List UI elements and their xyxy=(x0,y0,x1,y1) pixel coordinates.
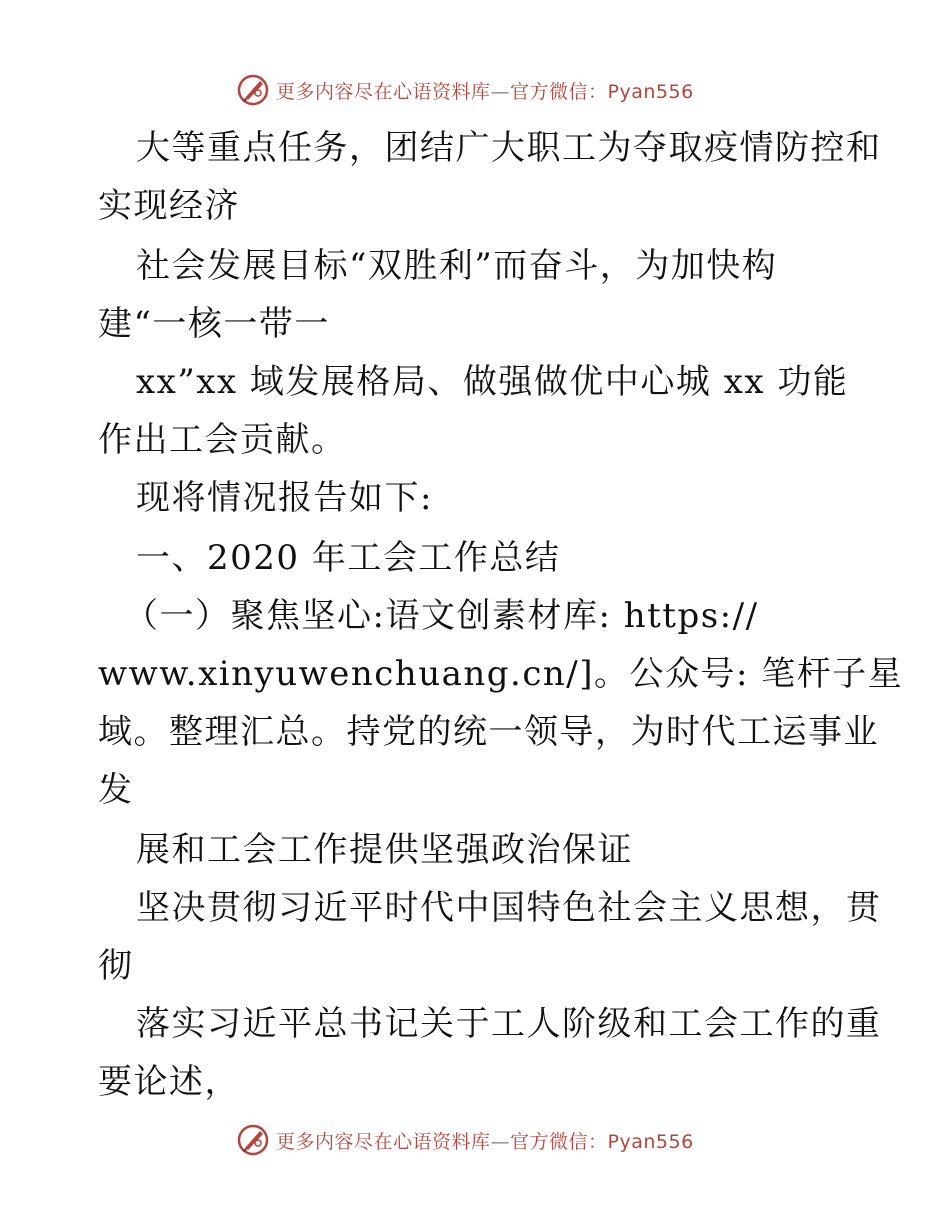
text-line: 展和工会工作提供坚强政治保证 xyxy=(136,830,633,870)
watermark-contact-id: Pyan556 xyxy=(607,1130,694,1153)
watermark-contact-id: Pyan556 xyxy=(607,80,694,103)
text-line: 建“一核一带一 xyxy=(98,304,330,344)
quill-logo-icon xyxy=(236,1123,270,1157)
watermark-separator: — xyxy=(490,80,511,103)
watermark-separator: — xyxy=(490,1130,511,1153)
text-line: 作出工会贡献。 xyxy=(98,420,347,460)
text-line: 要论述， xyxy=(98,1062,240,1102)
watermark-brand-text: 更多内容尽在心语资料库 xyxy=(276,1130,491,1153)
header-watermark xyxy=(236,72,694,108)
watermark-contact-label: 官方微信： xyxy=(510,80,608,103)
subsection-heading: （一）聚焦坚心:语文创素材库: https:// xyxy=(124,596,759,636)
text-line: 实现经济 xyxy=(98,186,240,226)
text-line: xx”xx 域发展格局、做强做优中心城 xx 功能 xyxy=(136,362,849,402)
text-line: 落实习近平总书记关于工人阶级和工会工作的重 xyxy=(136,1004,882,1044)
text-line: 域。整理汇总。持党的统一领导，为时代工运事业 xyxy=(98,712,879,752)
footer-watermark xyxy=(236,1122,694,1158)
watermark-contact-label: 官方微信： xyxy=(510,1130,608,1153)
watermark-brand-text: 更多内容尽在心语资料库 xyxy=(276,80,491,103)
text-line: 现将情况报告如下: xyxy=(136,478,433,518)
section-heading: 一、2020 年工会工作总结 xyxy=(136,538,561,578)
text-line: www.xinyuwenchuang.cn/]。公众号: 笔杆子星 xyxy=(98,654,904,694)
text-line: 坚决贯彻习近平时代中国特色社会主义思想，贯 xyxy=(136,888,882,928)
quill-logo-icon xyxy=(236,73,270,107)
text-line: 大等重点任务，团结广大职工为夺取疫情防控和 xyxy=(136,128,882,168)
text-line: 社会发展目标“双胜利”而奋斗，为加快构 xyxy=(136,246,778,286)
text-line: 发 xyxy=(98,770,134,810)
text-line: 彻 xyxy=(98,946,134,986)
